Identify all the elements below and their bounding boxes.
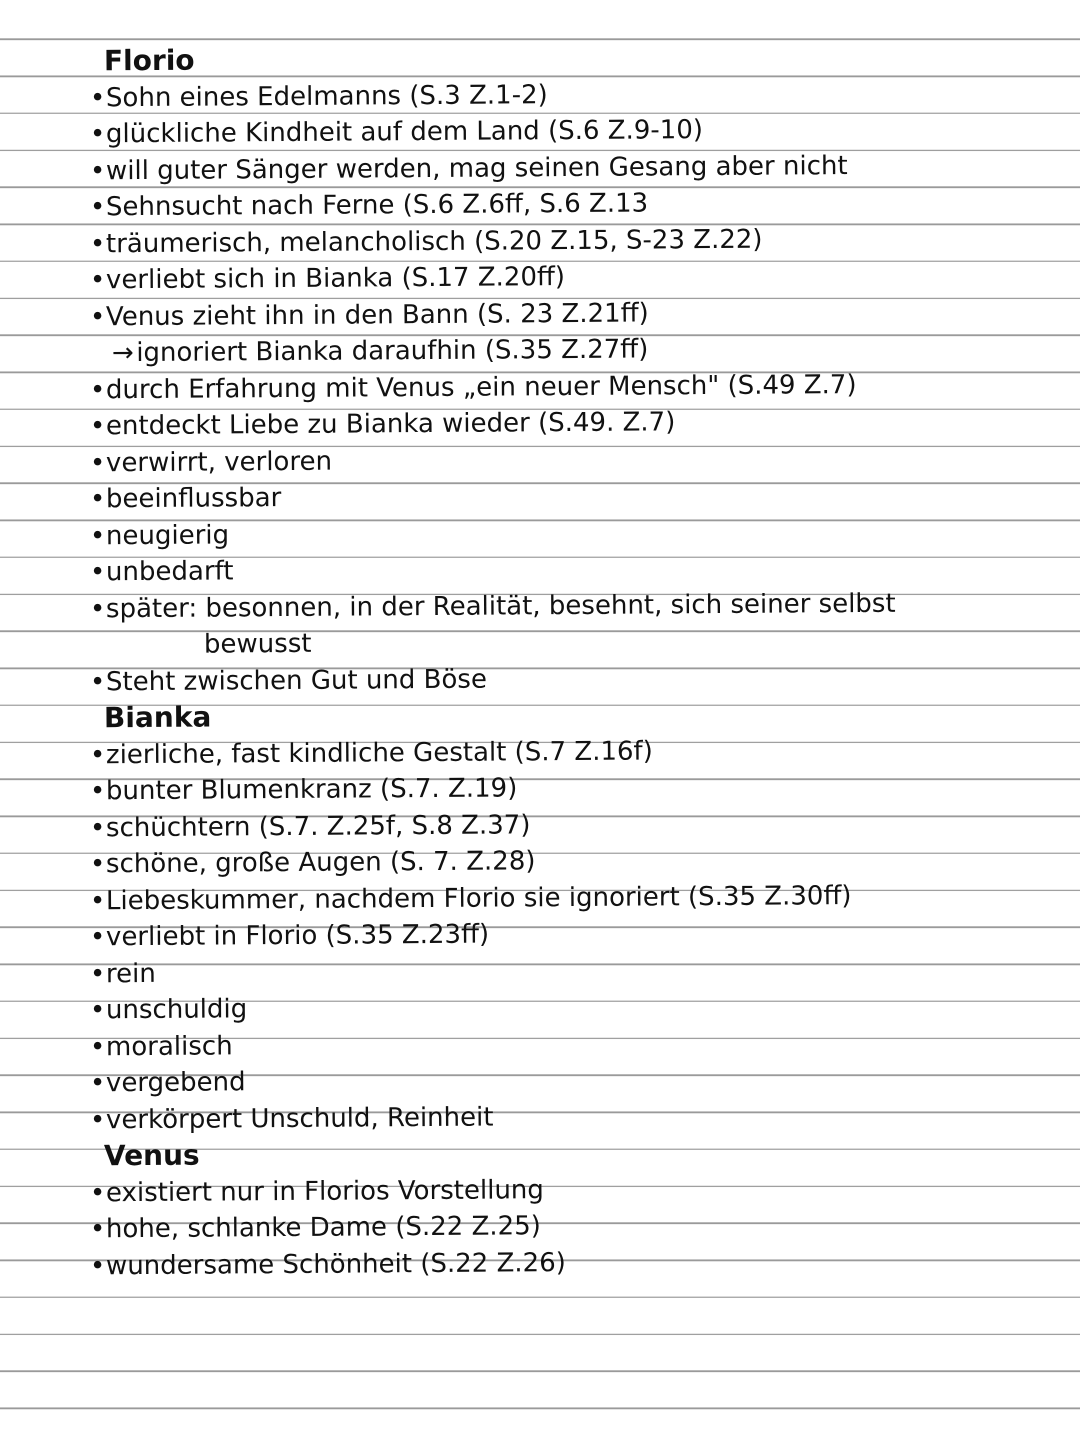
section-heading-bianka: Bianka [103,700,212,735]
bullet-mark: • [89,739,106,770]
bianka-item: •bunter Blumenkranz (S.7. Z.19) [0,766,1080,810]
bullet-mark: • [89,155,106,186]
bianka-item: •schüchtern (S.7. Z.25f, S.8 Z.37) [0,803,1080,847]
bullet-mark: • [89,776,106,807]
florio-item: •verliebt sich in Bianka (S.17 Z.20ff) [0,255,1080,299]
bullet-mark: • [89,119,106,150]
bullet-mark: • [89,1031,106,1062]
florio-item: •verwirrt, verloren [0,438,1080,482]
bullet-mark: • [89,1214,106,1245]
bullet-mark: • [89,666,106,697]
florio-item: •beeinflussbar [0,474,1080,518]
bullet-mark: • [89,484,106,515]
bullet-mark: • [89,1250,106,1281]
bianka-item: •verkörpert Unschuld, Reinheit [0,1095,1080,1139]
florio-item: •glückliche Kindheit auf dem Land (S.6 Z.9-10) [0,109,1080,153]
bianka-item: •zierliche, fast kindliche Gestalt (S.7 Z.16f) [0,730,1080,774]
bullet-mark: • [89,812,106,843]
venus-item: •hohe, schlanke Dame (S.22 Z.25) [0,1204,1080,1248]
bullet-mark: • [89,374,106,405]
florio-item: •durch Erfahrung mit Venus „ein neuer Mensch" (S.49 Z.7) [0,365,1080,409]
florio-item: •entdeckt Liebe zu Bianka wieder (S.49. Z.7) [0,401,1080,445]
bullet-mark: • [89,995,106,1026]
florio-item: •Sohn eines Edelmanns (S.3 Z.1-2) [0,73,1080,117]
bullet-mark: • [89,265,106,296]
bullet-mark: • [89,885,106,916]
florio-item-continuation: bewusst [203,628,312,660]
bianka-item: •rein [0,949,1080,993]
bullet-mark: • [89,192,106,223]
bullet-mark: • [89,411,106,442]
bullet-mark: • [89,593,106,624]
bullet-mark: • [89,1104,106,1135]
bullet-mark: • [89,922,106,953]
bullet-mark: • [89,958,106,989]
florio-item: •unbedarft [0,547,1080,591]
bianka-item: •schöne, große Augen (S. 7. Z.28) [0,839,1080,883]
bullet-mark: • [89,1177,106,1208]
florio-item: •neugierig [0,511,1080,555]
venus-item: •existiert nur in Florios Vorstellung [0,1168,1080,1212]
florio-item: •will guter Sänger werden, mag seinen Gesang aber nicht [0,146,1080,190]
bullet-mark: • [89,228,106,259]
florio-item: •träumerisch, melancholisch (S.20 Z.15, S-23 Z.22) [0,219,1080,263]
florio-subitem: → ignoriert Bianka daraufhin (S.35 Z.27ff) [0,328,1080,372]
bullet-mark: • [89,849,106,880]
bianka-item: •moralisch [0,1022,1080,1066]
bullet-mark: • [89,82,106,113]
bianka-item: •verliebt in Florio (S.35 Z.23ff) [0,912,1080,956]
florio-item: •später: besonnen, in der Realität, besehnt, sich seiner selbst [0,584,1080,628]
bianka-item: •unschuldig [0,985,1080,1029]
florio-item: •Venus zieht ihn in den Bann (S. 23 Z.21ff) [0,292,1080,336]
florio-item: •Steht zwischen Gut und Böse [0,657,1080,701]
arrow-icon: → [111,338,134,369]
bullet-mark: • [89,557,106,588]
bullet-mark: • [89,1068,106,1099]
bullet-mark: • [89,447,106,478]
handwritten-notes [0,44,1080,1285]
bullet-mark: • [89,520,106,551]
section-heading-venus: Venus [103,1138,200,1173]
bianka-item: •vergebend [0,1058,1080,1102]
bianka-item: •Liebeskummer, nachdem Florio sie ignoriert (S.35 Z.30ff) [0,876,1080,920]
bullet-mark: • [89,301,106,332]
venus-item: •wundersame Schönheit (S.22 Z.26) [0,1241,1080,1285]
florio-item: •Sehnsucht nach Ferne (S.6 Z.6ff, S.6 Z.13 [0,182,1080,226]
section-heading-florio: Florio [103,43,195,78]
